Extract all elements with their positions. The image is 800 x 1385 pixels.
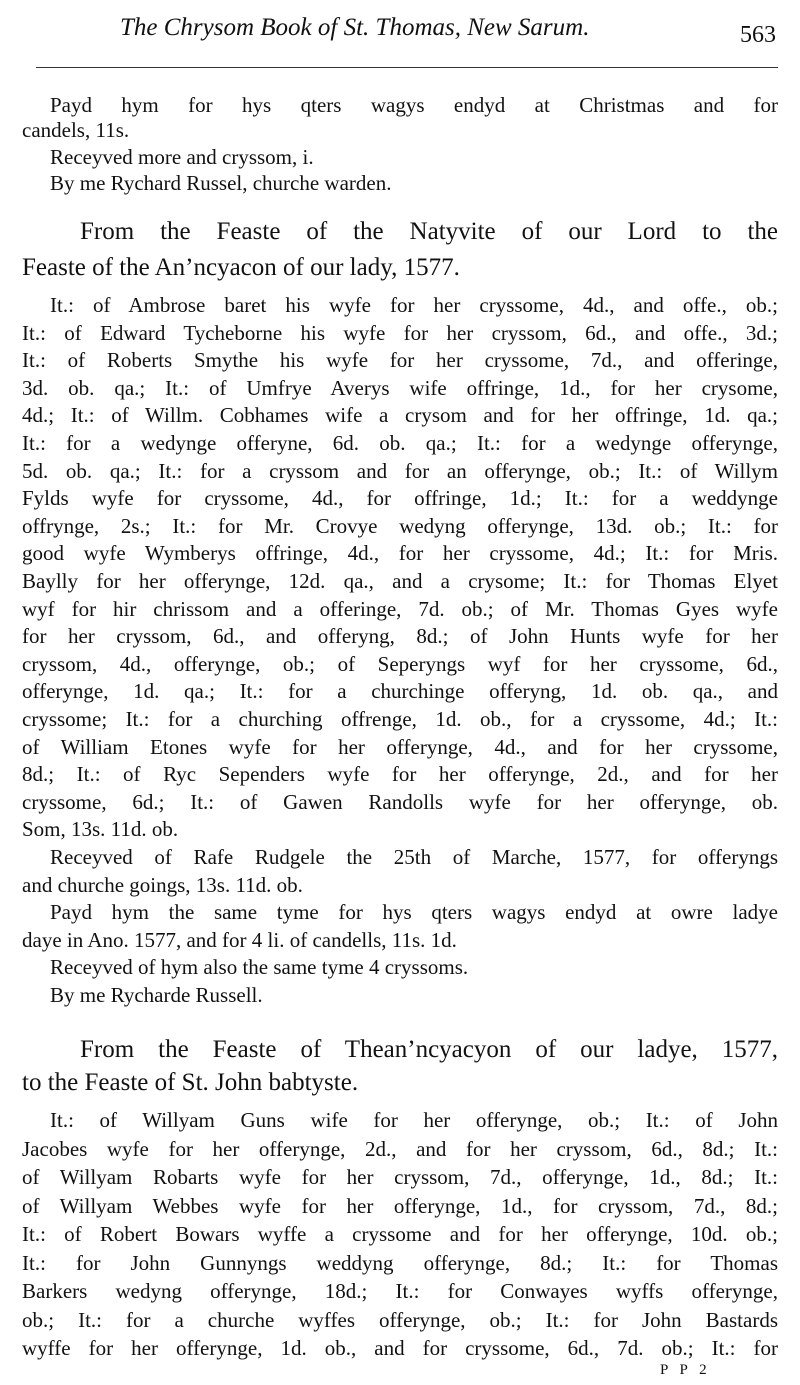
text-line: wyf for hir chrissom and a offeringe, 7d. ob.; of Mr. Thomas Gyes wyfe [22, 596, 778, 621]
text-line: It.: of Willyam Guns wife for her offerynge, ob.; It.: of John [50, 1108, 778, 1132]
text-line: daye in Ano. 1577, and for 4 li. of candells, 11s. 1d. [22, 927, 457, 952]
text-line: Receyved of Rafe Rudgele the 25th of Marche, 1577, for offeryngs [50, 845, 778, 869]
text-line: It.: for John Gunnyngs weddyng offerynge, 8d.; It.: for Thomas [22, 1250, 778, 1275]
text-line: Barkers wedyng offerynge, 18d.; It.: for Conwayes wyffs offerynge, [22, 1279, 778, 1303]
text-line: and churche goings, 13s. 11d. ob. [22, 872, 303, 897]
section-heading: From the Feaste of the Natyvite of our Lord to the [80, 218, 778, 245]
text-line: of Willyam Robarts wyfe for her cryssom, 7d., offerynge, 1d., 8d.; It.: [22, 1165, 778, 1189]
section-heading: Feaste of the An’ncyacon of our lady, 1577. [22, 254, 460, 281]
text-line: It.: of Robert Bowars wyffe a cryssome and for her offerynge, 10d. ob.; [22, 1222, 778, 1246]
text-line: 3d. ob. qa.; It.: of Umfrye Averys wife offringe, 1d., for her crysome, [22, 375, 778, 400]
text-line: candels, 11s. [22, 118, 130, 142]
text-line: It.: of Roberts Smythe his wyfe for her cryssome, 7d., and offeringe, [22, 348, 778, 373]
text-line: Receyved more and cryssom, i. [50, 145, 314, 169]
text-line: Receyved of hym also the same tyme 4 cryssoms. [50, 955, 469, 980]
text-line: cryssome, 6d.; It.: of Gawen Randolls wyfe for her offerynge, ob. [22, 789, 778, 814]
text-line: cryssome; It.: for a churching offrenge, 1d. ob., for a cryssome, 4d.; It.: [22, 707, 778, 731]
text-line: 5d. ob. qa.; It.: for a cryssom and for an offerynge, ob.; It.: of Willym [22, 458, 778, 483]
text-line: By me Rycharde Russell. [50, 983, 263, 1007]
text-line: It.: for a wedynge offeryne, 6d. ob. qa.; It.: for a wedynge offerynge, [22, 431, 778, 455]
text-line: It.: of Edward Tycheborne his wyfe for her cryssom, 6d., and offe., 3d.; [22, 320, 778, 345]
text-line: It.: of Ambrose baret his wyfe for her cryssome, 4d., and offe., ob.; [50, 293, 778, 317]
text-line: cryssom, 4d., offerynge, ob.; of Seperyngs wyf for her cryssome, 6d., [22, 651, 778, 676]
text-line: Jacobes wyfe for her offerynge, 2d., and for her cryssom, 6d., 8d.; It.: [22, 1136, 778, 1161]
text-line: Fylds wyfe for cryssome, 4d., for offringe, 1d.; It.: for a weddynge [22, 486, 778, 511]
text-line: 4d.; It.: of Willm. Cobhames wife a crysom and for her offringe, 1d. qa.; [22, 403, 778, 428]
text-line: By me Rychard Russel, churche warden. [50, 171, 392, 195]
section-heading: to the Feaste of St. John babtyste. [22, 1069, 359, 1096]
text-line: Payd hym the same tyme for hys qters wagys endyd at owre ladye [50, 900, 778, 925]
section-heading: From the Feaste of Thean’ncyacyon of our ladye, 1577, [80, 1036, 778, 1063]
page-number: 563 [740, 22, 776, 48]
text-line: of William Etones wyfe for her offerynge, 4d., and for her cryssome, [22, 734, 778, 759]
text-line: Som, 13s. 11d. ob. [22, 817, 179, 842]
text-line: Baylly for her offerynge, 12d. qa., and a crysome; It.: for Thomas Elyet [22, 569, 778, 593]
text-line: Payd hym for hys qters wagys endyd at Christmas and for [50, 93, 778, 117]
text-line: wyffe for her offerynge, 1d. ob., and for cryssome, 6d., 7d. ob.; It.: for [22, 1336, 778, 1360]
text-line: offrynge, 2s.; It.: for Mr. Crovye wedyng offerynge, 13d. ob.; It.: for [22, 513, 778, 538]
text-line: offerynge, 1d. qa.; It.: for a churchinge offeryng, 1d. ob. qa., and [22, 679, 778, 704]
text-line: of Willyam Webbes wyfe for her offerynge, 1d., for cryssom, 7d., 8d.; [22, 1193, 778, 1218]
signature-mark: P P 2 [660, 1362, 711, 1378]
text-line: good wyfe Wymberys offringe, 4d., for her cryssome, 4d.; It.: for Mris. [22, 541, 778, 566]
text-line: ob.; It.: for a churche wyffes offerynge, ob.; It.: for John Bastards [22, 1307, 778, 1332]
text-line: 8d.; It.: of Ryc Sependers wyfe for her offerynge, 2d., and for her [22, 762, 778, 787]
header-rule [36, 67, 778, 68]
running-title: The Chrysom Book of St. Thomas, New Sarum. [120, 14, 590, 41]
text-line: for her cryssom, 6d., and offeryng, 8d.; of John Hunts wyfe for her [22, 624, 778, 649]
